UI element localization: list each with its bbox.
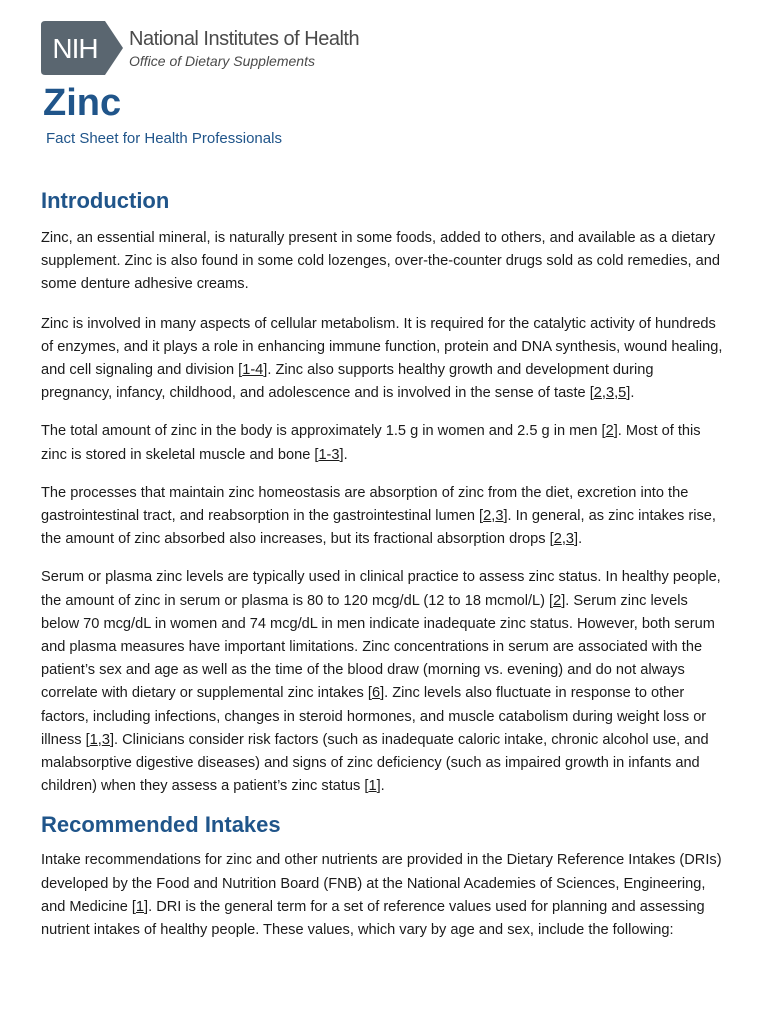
reference-link[interactable]: 2 [553, 592, 562, 609]
reference-link[interactable]: 2 [483, 508, 492, 525]
nih-ods-logo[interactable] [41, 20, 359, 76]
paragraph-text: Intake recommendations for zinc and other nutrients are provided in the Dietary Reference Intakes (DRIs) developed by the Food and Nutrition Board (FNB) at the National Academies of Sciences, Engineering, and Medicine [ [41, 852, 722, 915]
paragraph-text: The processes that maintain zinc homeostasis are absorption of zinc from the diet, excretion into the gastrointestinal tract, and reabsorption in the gastrointestinal lumen [ [41, 484, 689, 525]
reference-link[interactable]: 3 [101, 731, 110, 748]
logo-title: National Institutes of Health [129, 27, 360, 50]
section-heading: Introduction [41, 188, 170, 213]
reference-link[interactable]: 1 [135, 898, 145, 915]
reference-link[interactable]: 2 [593, 385, 602, 402]
page-title: Zinc [43, 82, 122, 124]
paragraph-text: ]. [376, 778, 385, 795]
reference-link[interactable]: 6 [371, 685, 381, 702]
paragraph-text: Serum or plasma zinc levels are typically used in clinical practice to assess zinc status. In healthy people, the amount of zinc in serum or plasma is 80 to 120 mcg/dL (12 to 18 mcmol/L) [ [41, 569, 721, 609]
paragraph-text: ]. Zinc levels also fluctuate in response to other factors, including infections, changes in steroid hormones, and muscle catabolism during weight loss or illness [ [41, 685, 707, 748]
section-recommended-intakes [41, 808, 725, 942]
paragraph-text: ]. Zinc also supports healthy growth and development during pregnancy, infancy, childhood, and adolescence and is involved in the sense of taste [ [41, 362, 654, 402]
paragraph-text: Zinc, an essential mineral, is naturally present in some foods, added to others, and available as a dietary supplement. Zinc is also found in some cold lozenges, over-the-counter drugs sold as cold remedies, and some denture adhesive creams. [41, 230, 720, 293]
paragraph-text: ]. Most of this zinc is stored in skeletal muscle and bone [ [41, 423, 701, 463]
paragraph-text: ]. DRI is the general term for a set of reference values used for planning and assessing nutrient intakes of healthy people. These values, which vary by age and sex, include the following: [41, 898, 705, 939]
logo-acronym: NIH [52, 33, 98, 64]
reference-link[interactable]: 2 [553, 531, 562, 548]
paragraph [41, 313, 725, 406]
reference-link[interactable]: 5 [618, 385, 627, 402]
paragraph-text: , [97, 731, 102, 748]
reference-link[interactable]: 1 [89, 731, 98, 748]
paragraph [41, 566, 725, 798]
paragraph [41, 849, 725, 942]
reference-link[interactable]: 1-4 [242, 362, 264, 379]
paragraph [41, 227, 725, 297]
paragraph-text: ]. [626, 385, 635, 402]
article-content [41, 184, 725, 942]
paragraph-text: , [614, 385, 619, 402]
nih-badge-icon [41, 21, 123, 75]
reference-link[interactable]: 3 [565, 531, 575, 548]
paragraph-text: , [491, 508, 496, 525]
paragraph-text: ]. In general, as zinc intakes rise, the amount of zinc absorbed also increases, but its fractional absorption drops [ [41, 508, 716, 548]
reference-link[interactable]: 1 [368, 778, 377, 795]
paragraph-text: The total amount of zinc in the body is approximately 1.5 g in women and 2.5 g in men [ [41, 423, 606, 440]
paragraph [41, 482, 725, 552]
reference-link[interactable]: 3 [605, 385, 615, 402]
paragraph [41, 420, 725, 466]
section-heading: Recommended Intakes [41, 812, 281, 838]
reference-link[interactable]: 1-3 [318, 446, 340, 463]
page-subtitle: Fact Sheet for Health Professionals [46, 130, 282, 147]
section-introduction [41, 184, 725, 798]
logo-subtitle: Office of Dietary Supplements [129, 52, 315, 69]
paragraph-text: , [601, 385, 606, 402]
paragraph-text: Zinc is involved in many aspects of cellular metabolism. It is required for the catalytic activity of hundreds of enzymes, and it plays a role in enhancing immune function, protein and DNA synthesis, wound healing, and cell signaling and division [ [41, 315, 723, 379]
logo-text [129, 27, 359, 70]
paragraph-text: ]. Clinicians consider risk factors (such as inadequate caloric intake, chronic alcohol use, and malabsorptive digestive diseases) and signs of zinc deficiency (such as impaired growth in infants and children) when they assess a patient’s zinc status [ [41, 731, 709, 795]
paragraph-text: ]. [574, 531, 583, 548]
reference-link[interactable]: 3 [495, 508, 504, 525]
paragraph-text: , [561, 531, 566, 548]
reference-link[interactable]: 2 [605, 423, 614, 440]
paragraph-text: ]. [339, 446, 348, 463]
paragraph-text: ]. Serum zinc levels below 70 mcg/dL in women and 74 mcg/dL in men indicate inadequate zinc status. However, both serum and plasma measures have important limitations. Zinc concentrations in serum are associated with the patient’s sex and age as well as the time of the blood draw (morning vs. evening) and do not always correlate with dietary or supplemental zinc intakes [ [41, 592, 715, 702]
